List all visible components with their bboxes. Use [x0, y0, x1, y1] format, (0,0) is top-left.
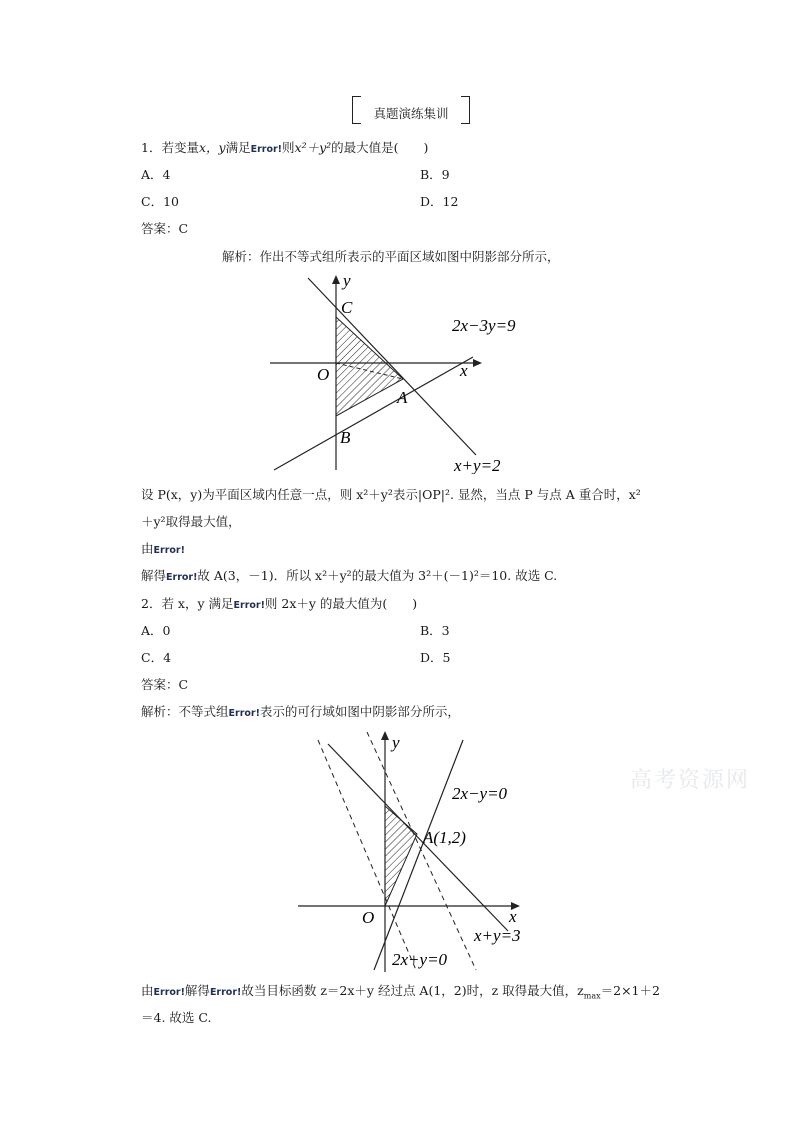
q1-para1-line1: 设 P(x，y)为平面区域内任意一点，则 x²＋y²表示|OP|². 显然，当点 P 与点 A 重合时，x²	[141, 487, 641, 502]
q1-solve-line: 解得Error!故 A(3，－1)．所以 x²＋y²的最大值为 3²＋(－1)²＝10. 故选 C.	[141, 568, 558, 583]
feasible-region	[385, 806, 417, 906]
q2-option-b: B．3	[420, 623, 450, 638]
error-placeholder: Error!	[209, 987, 242, 998]
label-A: A(1,2)	[423, 828, 466, 847]
q1-option-a: A．4	[141, 167, 171, 182]
q1-option-d: D．12	[420, 194, 459, 209]
label-B: B	[340, 428, 351, 447]
line-label-x-y-3: x+y=3	[474, 926, 521, 945]
error-placeholder: Error!	[233, 600, 265, 611]
q2-stem: 2．若 x，y 满足Error!则 2x＋y 的最大值为( )	[141, 596, 418, 611]
line-label-2x-y-0: 2x+y=0	[392, 950, 448, 969]
label-x: x	[460, 361, 468, 380]
label-x: x	[509, 907, 517, 926]
line-x-plus-y	[308, 278, 476, 455]
q1-option-b: B．9	[420, 167, 450, 182]
section-title: 真题演练集训	[373, 106, 449, 121]
error-placeholder: Error!	[153, 987, 185, 998]
q1-figure	[268, 270, 530, 474]
line-2x-plus-y-dashed-right	[367, 732, 476, 970]
y-arrow	[332, 275, 340, 284]
y-arrow	[381, 731, 389, 740]
error-placeholder: Error!	[250, 144, 282, 155]
watermark: 高考资源网	[630, 768, 751, 793]
q2-final-line1: 由Error!解得Error!故当目标函数 z＝2x＋y 经过点 A(1，2)时，z 取得最大值，$z_{max}=2\times 1+2$	[141, 983, 660, 1001]
q1-option-c: C．10	[141, 194, 179, 209]
error-placeholder: Error!	[153, 545, 185, 556]
q2-final-line2: ＝4. 故选 C.	[141, 1010, 212, 1025]
x-arrow	[473, 359, 482, 367]
line-label-2x-3y: 2x−3y=9	[452, 316, 516, 335]
feasible-region	[336, 317, 403, 416]
q2-answer: 答案：C	[141, 677, 189, 692]
q1-stem: 1．若变量x，y满足Error!则x²＋y²的最大值是( )	[141, 140, 429, 155]
section-header	[352, 96, 470, 124]
label-A: A	[397, 388, 408, 407]
q2-option-c: C．4	[141, 650, 172, 665]
q2-option-a: A．0	[141, 623, 171, 638]
label-y: y	[343, 271, 351, 290]
label-C: C	[341, 298, 353, 317]
q1-answer: 答案：C	[141, 221, 189, 236]
q2-analysis: 解析：不等式组Error!表示的可行域如图中阴影部分所示，	[141, 704, 460, 719]
q1-system-line: 由Error!	[141, 541, 185, 556]
q2-option-d: D．5	[420, 650, 451, 665]
label-O: O	[317, 365, 330, 384]
q1-analysis: 解析：作出不等式组所表示的平面区域如图中阴影部分所示，	[222, 249, 560, 264]
line-x-plus-y	[328, 744, 508, 931]
label-O: O	[362, 908, 375, 927]
line-label-x-y: x+y=2	[454, 456, 501, 474]
label-y: y	[392, 733, 400, 752]
left-bracket	[352, 96, 361, 124]
error-placeholder: Error!	[166, 572, 198, 583]
q1-para1-line2: ＋y²取得最大值，	[141, 514, 241, 529]
error-placeholder: Error!	[228, 708, 260, 719]
right-bracket	[461, 96, 470, 124]
line-label-2x-y: 2x−y=0	[452, 784, 508, 803]
q2-figure	[296, 726, 528, 972]
